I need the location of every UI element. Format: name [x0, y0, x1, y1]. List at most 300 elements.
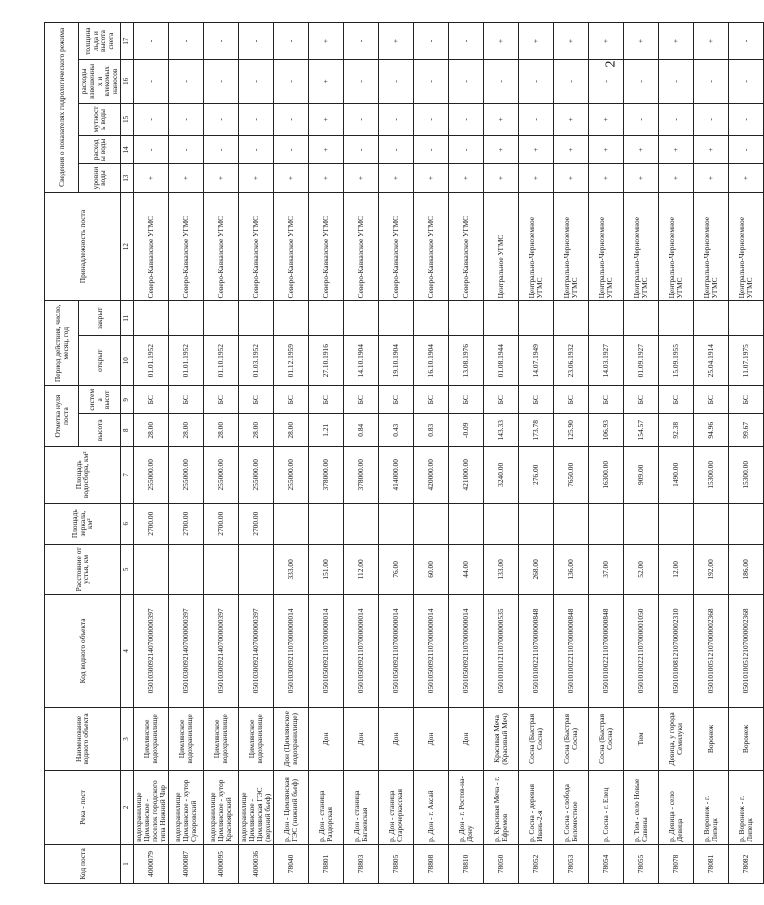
header-basin-area: Площадь водосбора, км²: [45, 447, 121, 504]
sediments-flag: -: [168, 60, 203, 103]
water-object-code: 05010300921407000000397: [133, 594, 168, 707]
distance: 112.00: [343, 544, 378, 594]
distance: 12.00: [658, 544, 693, 594]
discharges-flag: -: [168, 136, 203, 164]
zero-height: 0.84: [343, 414, 378, 447]
snow-flag: +: [658, 23, 693, 60]
sediments-flag: -: [693, 60, 728, 103]
column-number: 13: [120, 164, 133, 192]
table-row: [518, 23, 553, 884]
post-owner: Северо-Кавказское УГМС: [378, 192, 413, 301]
height-system: БС: [413, 386, 448, 414]
distance: [203, 544, 238, 594]
turbidity-flag: -: [658, 103, 693, 136]
mirror-area: [308, 503, 343, 544]
column-number: 9: [120, 386, 133, 414]
water-object-code: 05010500921107000000014: [343, 594, 378, 707]
water-object-name: Дон: [448, 707, 483, 770]
zero-height: 28.00: [238, 414, 273, 447]
mirror-area: [693, 503, 728, 544]
post-owner: Центральное УГМС: [483, 192, 518, 301]
water-object-code: 05010100221107000000848: [553, 594, 588, 707]
header-levels: уровни воды: [79, 164, 121, 192]
date-opened: 25.04.1914: [693, 336, 728, 386]
date-opened: 16.10.1904: [413, 336, 448, 386]
zero-height: 143.33: [483, 414, 518, 447]
header-mirror-area: Площадь зеркала, км²: [45, 503, 121, 544]
table-row: [658, 23, 693, 884]
discharges-flag: -: [133, 136, 168, 164]
turbidity-flag: +: [553, 103, 588, 136]
river-post: р. Воронеж - г. Липецк: [728, 770, 763, 844]
river-post: р. Тим - село Новые Савины: [623, 770, 658, 844]
mirror-area: [483, 503, 518, 544]
discharges-flag: +: [553, 136, 588, 164]
date-closed: [623, 301, 658, 336]
date-closed: [658, 301, 693, 336]
snow-flag: -: [728, 23, 763, 60]
water-object-name: Красивая Меча (Красивый Меч): [483, 707, 518, 770]
date-closed: [273, 301, 308, 336]
zero-height: 0.83: [413, 414, 448, 447]
turbidity-flag: -: [413, 103, 448, 136]
header-zero-system: система высот: [79, 386, 121, 414]
height-system: БС: [518, 386, 553, 414]
turbidity-flag: -: [378, 103, 413, 136]
date-opened: 11.07.1975: [728, 336, 763, 386]
sediments-flag: -: [623, 60, 658, 103]
date-closed: [378, 301, 413, 336]
column-number: 15: [120, 103, 133, 136]
snow-flag: +: [483, 23, 518, 60]
basin-area: 420000.00: [413, 447, 448, 504]
post-code: 78040: [273, 844, 308, 883]
water-object-name: Сосна (Быстрая Сосна): [518, 707, 553, 770]
distance: [133, 544, 168, 594]
column-number: 16: [120, 60, 133, 103]
basin-area: 378000.00: [343, 447, 378, 504]
post-owner: Центрально-Черноземное УГМС: [518, 192, 553, 301]
river-post: р. Красивая Меча - г. Ефремов: [483, 770, 518, 844]
distance: 333.00: [273, 544, 308, 594]
date-opened: 01.09.1927: [623, 336, 658, 386]
post-code: 78050: [483, 844, 518, 883]
snow-flag: +: [378, 23, 413, 60]
height-system: БС: [343, 386, 378, 414]
snow-flag: -: [343, 23, 378, 60]
snow-flag: +: [588, 23, 623, 60]
post-code: 78053: [553, 844, 588, 883]
date-opened: 01.03.1952: [238, 336, 273, 386]
snow-flag: -: [203, 23, 238, 60]
turbidity-flag: -: [343, 103, 378, 136]
discharges-flag: +: [623, 136, 658, 164]
levels-flag: +: [378, 164, 413, 192]
post-owner: Центрально-Черноземное УГМС: [623, 192, 658, 301]
header-river-post: Река - пост: [45, 770, 121, 844]
river-post: водохранилище Цимлянское - хутор Красноярский: [203, 770, 238, 844]
water-object-code: 05010100221107000000848: [518, 594, 553, 707]
river-post: р. Сосна - слобода Беломестное: [553, 770, 588, 844]
date-closed: [168, 301, 203, 336]
levels-flag: +: [483, 164, 518, 192]
sediments-flag: -: [518, 60, 553, 103]
column-number: 17: [120, 23, 133, 60]
post-owner: Северо-Кавказское УГМС: [238, 192, 273, 301]
header-water-object-name: Наименование водного объекта: [45, 707, 121, 770]
mirror-area: [448, 503, 483, 544]
date-opened: 14.07.1949: [518, 336, 553, 386]
post-code: 78810: [448, 844, 483, 883]
column-number: 12: [120, 192, 133, 301]
distance: 52.00: [623, 544, 658, 594]
snow-flag: +: [693, 23, 728, 60]
sediments-flag: -: [483, 60, 518, 103]
water-object-code: 05010100512107000002368: [693, 594, 728, 707]
date-opened: 14.10.1904: [343, 336, 378, 386]
discharges-flag: -: [378, 136, 413, 164]
discharges-flag: -: [273, 136, 308, 164]
mirror-area: [378, 503, 413, 544]
height-system: БС: [378, 386, 413, 414]
mirror-area: [658, 503, 693, 544]
turbidity-flag: +: [483, 103, 518, 136]
header-closed: закрыт: [79, 301, 121, 336]
water-object-name: Тим: [623, 707, 658, 770]
mirror-area: [273, 503, 308, 544]
levels-flag: +: [623, 164, 658, 192]
river-post: водохранилище Цимлянское - поселок городского типа Нижний Чир: [133, 770, 168, 844]
turbidity-flag: -: [273, 103, 308, 136]
river-post: р. Девица - село Девица: [658, 770, 693, 844]
snow-flag: +: [623, 23, 658, 60]
water-object-code: 05010100812107000002310: [658, 594, 693, 707]
river-post: р. Дон - станица Багаевская: [343, 770, 378, 844]
table-row: [308, 23, 343, 884]
river-post: водохранилище Цимлянское - Цимлянская ГЭС (верхний бьеф): [238, 770, 273, 844]
height-system: БС: [203, 386, 238, 414]
header-water-object-code: Код водного объекта: [45, 594, 121, 707]
post-owner: Центрально-Черноземное УГМС: [553, 192, 588, 301]
post-owner: Северо-Кавказское УГМС: [168, 192, 203, 301]
header-zero-mark: Отметка нуля поста: [45, 386, 79, 447]
levels-flag: +: [588, 164, 623, 192]
discharges-flag: +: [658, 136, 693, 164]
table-row: [413, 23, 448, 884]
height-system: БС: [553, 386, 588, 414]
water-object-name: Сосна (Быстрая Сосна): [588, 707, 623, 770]
turbidity-flag: -: [728, 103, 763, 136]
levels-flag: +: [553, 164, 588, 192]
distance: 133.00: [483, 544, 518, 594]
height-system: БС: [168, 386, 203, 414]
levels-flag: +: [203, 164, 238, 192]
column-number: 8: [120, 414, 133, 447]
water-object-code: 05010500921107000000014: [378, 594, 413, 707]
distance: 76.00: [378, 544, 413, 594]
zero-height: 99.67: [728, 414, 763, 447]
basin-area: 414000.00: [378, 447, 413, 504]
zero-height: 94.96: [693, 414, 728, 447]
date-closed: [343, 301, 378, 336]
basin-area: 16300.00: [588, 447, 623, 504]
date-closed: [693, 301, 728, 336]
height-system: БС: [273, 386, 308, 414]
zero-height: 28.00: [168, 414, 203, 447]
header-snow: толщина льда и высота снега: [79, 23, 121, 60]
zero-height: 106.93: [588, 414, 623, 447]
water-object-name: Воронеж: [693, 707, 728, 770]
snow-flag: -: [448, 23, 483, 60]
date-opened: 14.03.1927: [588, 336, 623, 386]
water-object-code: 05010100121107000000535: [483, 594, 518, 707]
date-opened: 01.10.1952: [203, 336, 238, 386]
discharges-flag: +: [588, 136, 623, 164]
column-number: 11: [120, 301, 133, 336]
basin-area: 276.00: [518, 447, 553, 504]
basin-area: 15300.00: [728, 447, 763, 504]
zero-height: 154.57: [623, 414, 658, 447]
basin-area: 255000.00: [133, 447, 168, 504]
water-object-name: Дон: [343, 707, 378, 770]
column-number: 6: [120, 503, 133, 544]
levels-flag: +: [413, 164, 448, 192]
basin-area: 1490.00: [658, 447, 693, 504]
mirror-area: [623, 503, 658, 544]
header-turbidity: мутность воды: [79, 103, 121, 136]
post-owner: Центрально-Черноземное УГМС: [588, 192, 623, 301]
zero-height: 92.38: [658, 414, 693, 447]
sediments-flag: +: [308, 60, 343, 103]
header-discharges: расходы воды: [79, 136, 121, 164]
levels-flag: +: [658, 164, 693, 192]
sediments-flag: -: [273, 60, 308, 103]
table-row: [133, 23, 168, 884]
post-code: 78805: [378, 844, 413, 883]
post-owner: Северо-Кавказское УГМС: [448, 192, 483, 301]
sediments-flag: -: [203, 60, 238, 103]
column-number: 7: [120, 447, 133, 504]
snow-flag: -: [168, 23, 203, 60]
river-post: р. Дон - станица Раздорская: [308, 770, 343, 844]
post-owner: Центрально-Черноземное УГМС: [728, 192, 763, 301]
date-closed: [308, 301, 343, 336]
levels-flag: +: [728, 164, 763, 192]
water-object-name: Цимлянское водохранилище: [238, 707, 273, 770]
height-system: БС: [308, 386, 343, 414]
water-object-name: Цимлянское водохранилище: [133, 707, 168, 770]
discharges-flag: -: [238, 136, 273, 164]
table-row: [588, 23, 623, 884]
post-owner: Северо-Кавказское УГМС: [308, 192, 343, 301]
water-object-code: 05010100512107000002368: [728, 594, 763, 707]
turbidity-flag: -: [203, 103, 238, 136]
column-number: 3: [120, 707, 133, 770]
river-post: р. Сосна - г. Елец: [588, 770, 623, 844]
water-object-name: Девица, у города Семилуки: [658, 707, 693, 770]
date-opened: 01.08.1944: [483, 336, 518, 386]
height-system: БС: [483, 386, 518, 414]
water-object-code: 05010300921407000000397: [238, 594, 273, 707]
basin-area: 7650.00: [553, 447, 588, 504]
header-zero-height: высота: [79, 414, 121, 447]
snow-flag: -: [238, 23, 273, 60]
sediments-flag: -: [728, 60, 763, 103]
distance: 192.00: [693, 544, 728, 594]
water-object-name: Дон (Цимлянское водохранилище): [273, 707, 308, 770]
turbidity-flag: +: [588, 103, 623, 136]
distance: 60.00: [413, 544, 448, 594]
sediments-flag: -: [658, 60, 693, 103]
header-distance: Расстояние от устья, км: [45, 544, 121, 594]
snow-flag: -: [273, 23, 308, 60]
column-number: 2: [120, 770, 133, 844]
post-owner: Северо-Кавказское УГМС: [273, 192, 308, 301]
date-closed: [238, 301, 273, 336]
discharges-flag: +: [308, 136, 343, 164]
mirror-area: 2700.00: [238, 503, 273, 544]
date-opened: 13.08.1976: [448, 336, 483, 386]
post-code: 4000087: [168, 844, 203, 883]
date-closed: [413, 301, 448, 336]
post-owner: Северо-Кавказское УГМС: [343, 192, 378, 301]
table-row: [693, 23, 728, 884]
column-number-row: [120, 23, 133, 884]
turbidity-flag: -: [693, 103, 728, 136]
levels-flag: +: [238, 164, 273, 192]
discharges-flag: +: [518, 136, 553, 164]
table-row: [448, 23, 483, 884]
table-row: [623, 23, 658, 884]
date-closed: [133, 301, 168, 336]
column-number: 1: [120, 844, 133, 883]
hydrological-posts-table: [44, 22, 764, 884]
height-system: БС: [693, 386, 728, 414]
levels-flag: +: [273, 164, 308, 192]
date-closed: [203, 301, 238, 336]
mirror-area: [553, 503, 588, 544]
post-code: 78052: [518, 844, 553, 883]
water-object-code: 05010300921407000000397: [168, 594, 203, 707]
zero-height: 0.43: [378, 414, 413, 447]
table-row: [343, 23, 378, 884]
levels-flag: +: [518, 164, 553, 192]
sediments-flag: -: [588, 60, 623, 103]
date-closed: [553, 301, 588, 336]
levels-flag: +: [448, 164, 483, 192]
post-code: 78054: [588, 844, 623, 883]
table-row: [483, 23, 518, 884]
post-code: 78808: [413, 844, 448, 883]
levels-flag: +: [343, 164, 378, 192]
snow-flag: +: [518, 23, 553, 60]
table-row: [728, 23, 763, 884]
post-owner: Северо-Кавказское УГМС: [413, 192, 448, 301]
basin-area: 255000.00: [238, 447, 273, 504]
snow-flag: -: [133, 23, 168, 60]
page-number: 2: [603, 60, 619, 68]
sediments-flag: -: [343, 60, 378, 103]
levels-flag: +: [693, 164, 728, 192]
zero-height: 173.78: [518, 414, 553, 447]
distance: [168, 544, 203, 594]
water-object-name: Цимлянское водохранилище: [203, 707, 238, 770]
sediments-flag: -: [553, 60, 588, 103]
sediments-flag: -: [238, 60, 273, 103]
zero-height: 1.21: [308, 414, 343, 447]
sediments-flag: -: [413, 60, 448, 103]
basin-area: 421000.00: [448, 447, 483, 504]
post-code: 4000095: [203, 844, 238, 883]
post-code: 78803: [343, 844, 378, 883]
table-row: [553, 23, 588, 884]
column-number: 10: [120, 336, 133, 386]
zero-height: 28.00: [203, 414, 238, 447]
water-object-name: Дон: [378, 707, 413, 770]
discharges-flag: -: [448, 136, 483, 164]
discharges-flag: -: [343, 136, 378, 164]
river-post: р. Воронеж - г. Липецк: [693, 770, 728, 844]
discharges-flag: +: [693, 136, 728, 164]
table-row: [203, 23, 238, 884]
post-code: 4000036: [238, 844, 273, 883]
basin-area: 15300.00: [693, 447, 728, 504]
basin-area: 909.00: [623, 447, 658, 504]
date-closed: [448, 301, 483, 336]
discharges-flag: -: [203, 136, 238, 164]
levels-flag: +: [168, 164, 203, 192]
turbidity-flag: -: [168, 103, 203, 136]
post-code: 78078: [658, 844, 693, 883]
river-post: водохранилище Цимлянское - хутор Суворовский: [168, 770, 203, 844]
mirror-area: 2700.00: [168, 503, 203, 544]
distance: 136.00: [553, 544, 588, 594]
column-number: 14: [120, 136, 133, 164]
turbidity-flag: +: [308, 103, 343, 136]
snow-flag: +: [553, 23, 588, 60]
river-post: р. Дон - станица Старочеркасская: [378, 770, 413, 844]
height-system: БС: [448, 386, 483, 414]
mirror-area: [343, 503, 378, 544]
distance: 37.00: [588, 544, 623, 594]
height-system: БС: [133, 386, 168, 414]
mirror-area: [728, 503, 763, 544]
height-system: БС: [623, 386, 658, 414]
post-owner: Северо-Кавказское УГМС: [203, 192, 238, 301]
mirror-area: 2700.00: [133, 503, 168, 544]
post-code: 78081: [693, 844, 728, 883]
date-closed: [588, 301, 623, 336]
river-post: р. Дон - г. Ростов-на-Дону: [448, 770, 483, 844]
water-object-name: Сосна (Быстрая Сосна): [553, 707, 588, 770]
mirror-area: 2700.00: [203, 503, 238, 544]
height-system: БС: [238, 386, 273, 414]
header-code: Код поста: [45, 844, 121, 883]
sediments-flag: -: [133, 60, 168, 103]
column-number: 4: [120, 594, 133, 707]
mirror-area: [518, 503, 553, 544]
basin-area: 255000.00: [203, 447, 238, 504]
height-system: БС: [588, 386, 623, 414]
posts-table-container: [44, 22, 754, 884]
post-owner: Центрально-Черноземное УГМС: [693, 192, 728, 301]
river-post: р. Сосна - деревня Ивань-2-я: [518, 770, 553, 844]
sediments-flag: -: [448, 60, 483, 103]
basin-area: 255000.00: [273, 447, 308, 504]
post-owner: Центрально-Черноземное УГМС: [658, 192, 693, 301]
header-period: Период действия, число, месяц, год: [45, 301, 79, 386]
header-owner: Принадлежность поста: [45, 192, 121, 301]
